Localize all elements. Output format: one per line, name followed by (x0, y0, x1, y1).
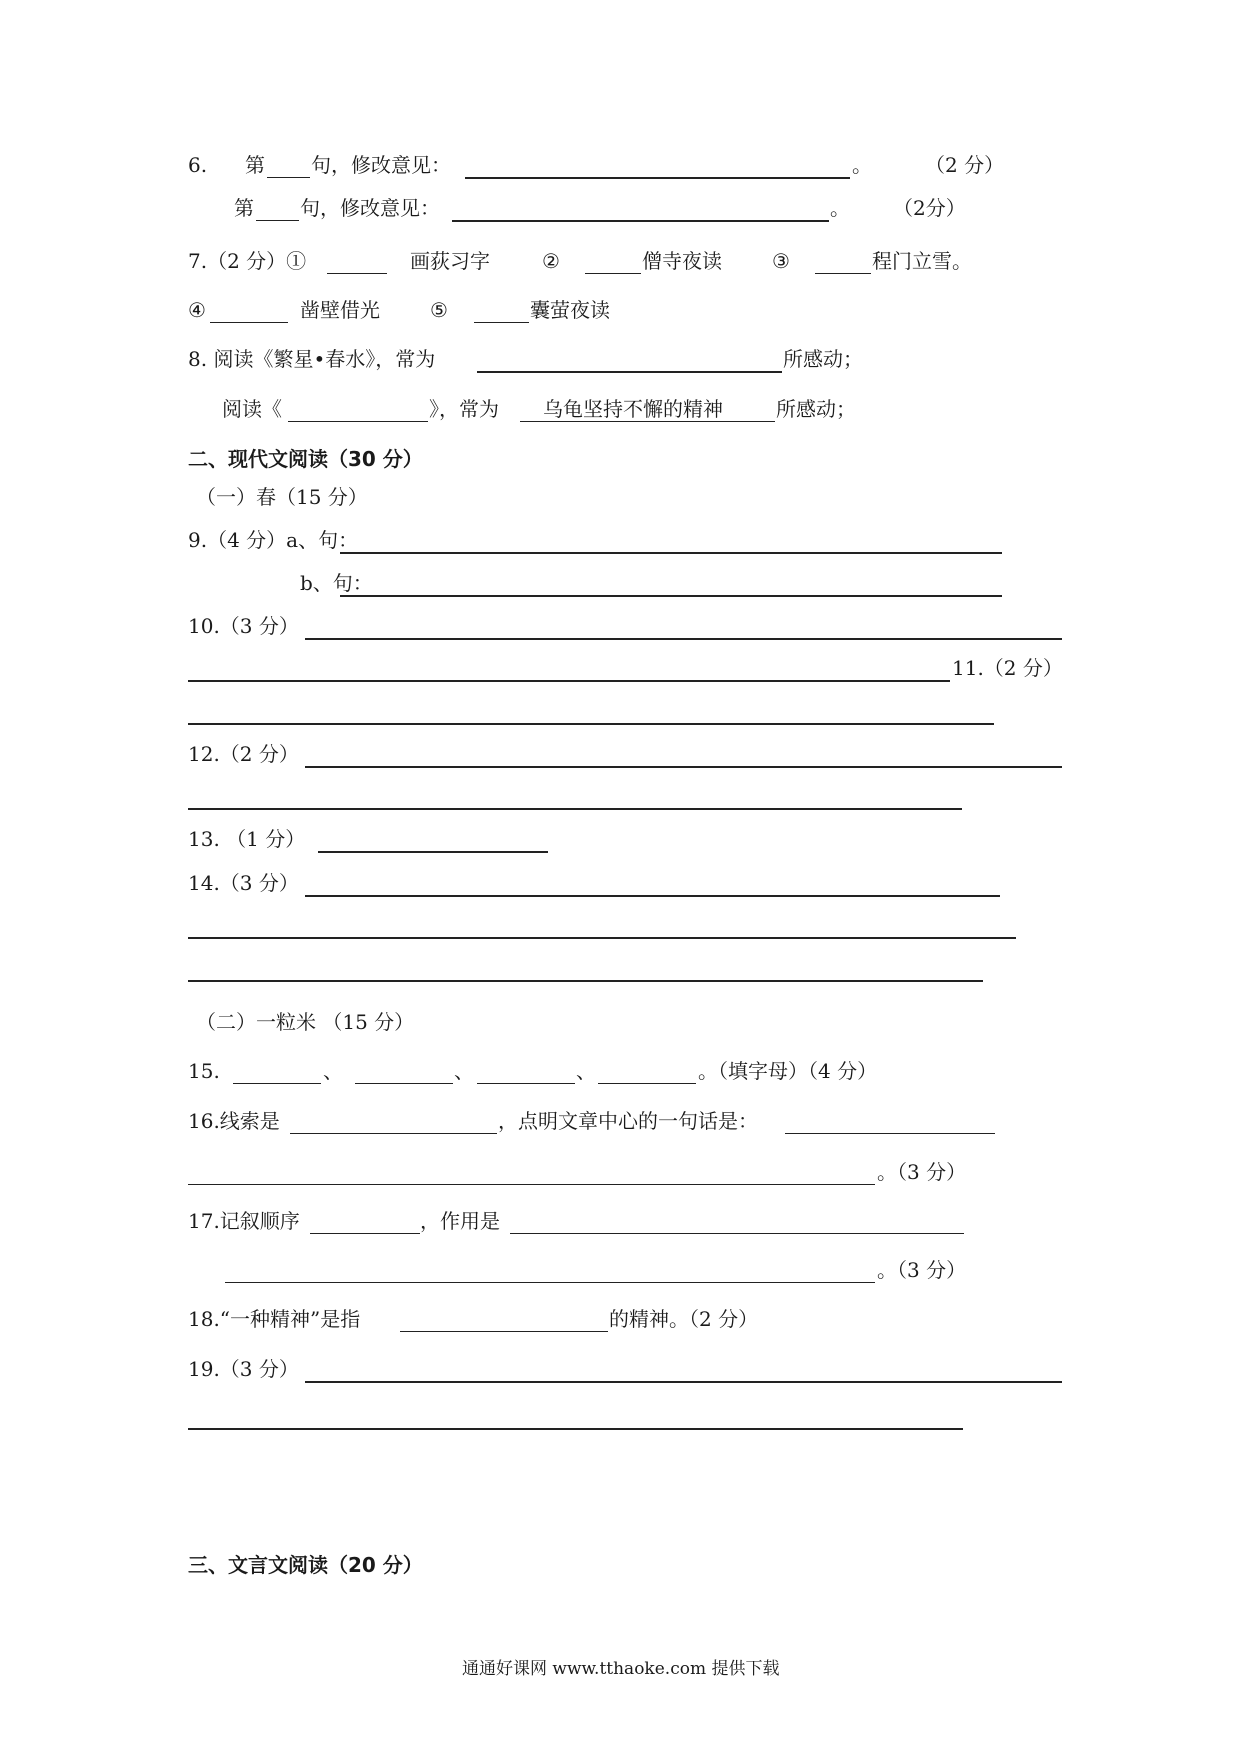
q17-label-a: 17.记叙顺序 (188, 1209, 300, 1233)
q13-answer-line (318, 851, 548, 853)
q8-line2-label-b: 》，常为 (429, 397, 499, 421)
q15-blank-4 (598, 1083, 696, 1084)
section-2-part-1: （一）春（15 分） (196, 485, 368, 509)
q11-answer-line (188, 723, 994, 725)
q7-blank-3 (815, 273, 871, 274)
q7-item-2: 僧寺夜读 (642, 249, 722, 273)
q6-line1-blank-sentence (267, 177, 310, 178)
q15-separator-2: 、 (454, 1059, 474, 1083)
q15-number: 15. (188, 1059, 220, 1083)
q15-separator-3: 、 (576, 1059, 596, 1083)
section-3-heading: 三、文言文阅读（20 分） (188, 1553, 423, 1577)
q15-blank-2 (355, 1083, 453, 1084)
q6-line1-label-a: 第 (245, 153, 265, 177)
q12-answer-line-1 (305, 766, 1062, 768)
q7-marker-2: ② (542, 249, 560, 273)
q9b-label: b、句： (300, 571, 373, 595)
q7-marker-4: ④ (188, 298, 206, 322)
q17-end: 。（3 分） (877, 1258, 967, 1282)
q6-line2-label-a: 第 (234, 196, 254, 220)
q8-line1-tail: 所感动； (783, 347, 863, 371)
q6-line2-blank-sentence (256, 220, 299, 221)
q7-blank-4 (210, 322, 288, 323)
q16-end: 。（3 分） (877, 1160, 967, 1184)
q8-line2-tail: 所感动； (776, 397, 856, 421)
q19-answer-line-2 (188, 1428, 963, 1430)
q16-blank-sentence-1 (785, 1133, 995, 1134)
q14-answer-line-2 (188, 937, 1016, 939)
q10-answer-line-1 (305, 638, 1062, 640)
q10-answer-line-2 (188, 680, 950, 682)
q8-line2-answer-underline (520, 421, 775, 422)
q8-line2-answer: 乌龟坚持不懈的精神 (543, 397, 723, 421)
page-footer: 通通好课网 www.tthaoke.com 提供下载 (462, 1659, 780, 1679)
q7-item-5: 囊萤夜读 (530, 298, 610, 322)
q7-blank-2 (585, 273, 641, 274)
q17-label-b: ，作用是 (420, 1209, 500, 1233)
q13-label: 13. （1 分） (188, 827, 306, 851)
q14-label: 14.（3 分） (188, 871, 299, 895)
q17-blank-effect-1 (510, 1233, 964, 1234)
q9a-label: 9.（4 分）a、句： (188, 528, 359, 552)
q8-line1-blank (477, 371, 782, 373)
q7-blank-5 (474, 322, 529, 323)
q6-line1-blank-opinion (465, 177, 850, 179)
q7-blank-1 (327, 273, 387, 274)
q8-line2-blank-title (288, 421, 428, 422)
q7-item-3: 程门立雪。 (872, 249, 972, 273)
section-2-part-2: （二）一粒米 （15 分） (196, 1010, 415, 1034)
q16-label-a: 16.线索是 (188, 1109, 280, 1133)
q6-line1-score: （2 分） (925, 153, 1005, 177)
q6-line2-score: （2分） (893, 196, 966, 220)
q15-tail: 。（填字母）（4 分） (698, 1059, 878, 1083)
q8-line2-label-a: 阅读《 (222, 397, 282, 421)
q18-blank (400, 1331, 608, 1332)
q12-label: 12.（2 分） (188, 742, 299, 766)
q15-separator-1: 、 (323, 1059, 343, 1083)
q6-line2-end: 。 (830, 196, 850, 220)
q18-label-b: 的精神。（2 分） (609, 1307, 759, 1331)
q15-blank-1 (233, 1083, 321, 1084)
q17-blank-effect-2 (225, 1282, 875, 1283)
q7-prefix: 7.（2 分）① (188, 249, 307, 273)
q8-line1-label: 8. 阅读《繁星•春水》，常为 (188, 347, 436, 371)
q19-label: 19.（3 分） (188, 1357, 299, 1381)
q9a-answer-line (340, 552, 1002, 554)
q14-answer-line-1 (305, 895, 1000, 897)
q14-answer-line-3 (188, 980, 983, 982)
q15-blank-3 (477, 1083, 575, 1084)
section-2-heading: 二、现代文阅读（30 分） (188, 447, 423, 471)
q11-label: 11.（2 分） (952, 656, 1063, 680)
q16-blank-clue (290, 1133, 497, 1134)
q16-label-b: ，点明文章中心的一句话是： (498, 1109, 758, 1133)
q17-blank-order (310, 1233, 420, 1234)
q7-marker-5: ⑤ (430, 298, 448, 322)
q6-number: 6. (188, 153, 208, 177)
q6-line2-label-b: 句，修改意见： (300, 196, 440, 220)
q12-answer-line-2 (188, 808, 962, 810)
q6-line1-label-b: 句，修改意见： (311, 153, 451, 177)
q10-label: 10.（3 分） (188, 614, 299, 638)
q18-label-a: 18.“一种精神”是指 (188, 1307, 361, 1331)
q7-item-1: 画荻习字 (410, 249, 490, 273)
q7-marker-3: ③ (772, 249, 790, 273)
q6-line2-blank-opinion (452, 220, 829, 222)
q16-blank-sentence-2 (188, 1184, 875, 1185)
q19-answer-line-1 (305, 1381, 1062, 1383)
q9b-answer-line (340, 595, 1002, 597)
q6-line1-end: 。 (852, 153, 872, 177)
q7-item-4: 凿壁借光 (300, 298, 380, 322)
